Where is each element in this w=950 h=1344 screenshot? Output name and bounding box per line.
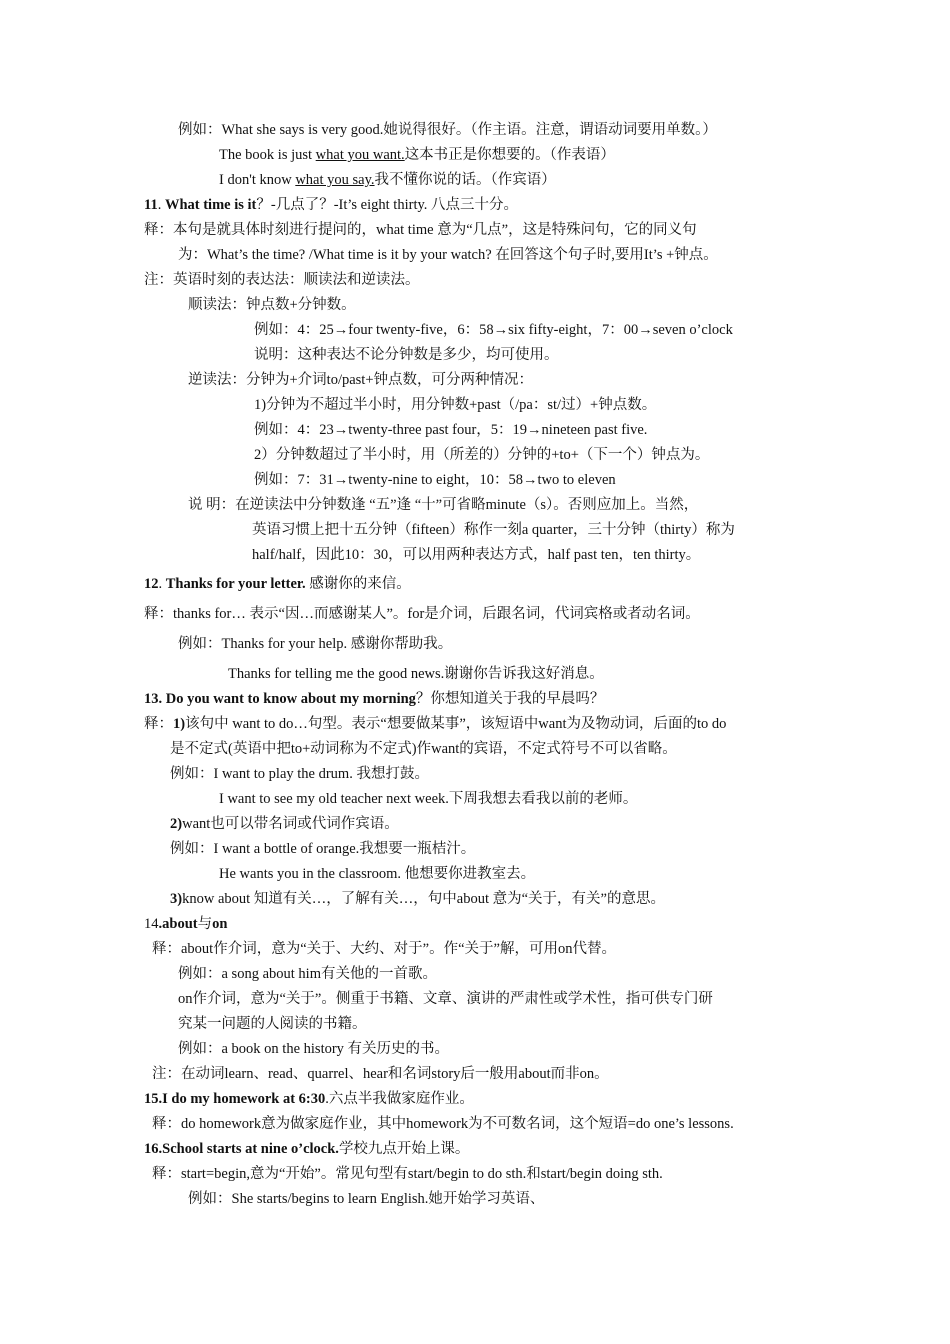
- text-run: 与: [197, 916, 213, 932]
- text-run: I want to see my old teacher next week.下周我想去看我以前的老师。: [219, 791, 638, 807]
- text-run: 注：在动词learn、read、quarrel、hear和名词story后一般用about而非on。: [152, 1066, 609, 1082]
- text-run: 1)分钟为不超过半小时，用分钟数+past（/pa：st/过）+钟点数。: [254, 397, 657, 413]
- text-line: [178, 245, 718, 265]
- text-line: [254, 320, 733, 340]
- text-run: ？你想知道关于我的早晨吗？: [415, 691, 605, 707]
- text-line: [188, 495, 698, 515]
- text-run: 例如：What she says is very good.她说得很好。（作主语。注意，谓语动词要用单数。）: [178, 122, 717, 138]
- text-line: [152, 1164, 663, 1184]
- text-run: 例如：Thanks for your help. 感谢你帮助我。: [178, 636, 453, 652]
- bold-text: 12: [144, 576, 159, 592]
- text-line: [254, 345, 559, 365]
- text-line: [178, 120, 717, 140]
- text-line: [144, 714, 726, 734]
- text-run: 14: [144, 916, 159, 932]
- text-run: 究某一问题的人阅读的书籍。: [178, 1016, 367, 1032]
- section-heading: [144, 195, 518, 215]
- text-line: [188, 295, 356, 315]
- text-run: The book is just: [219, 147, 316, 163]
- text-run: 例如：7：31→twenty-nine to eight，10：58→two to eleven: [254, 472, 616, 488]
- text-line: [152, 1064, 609, 1084]
- bold-text: .about: [158, 916, 198, 932]
- section-heading: [144, 1139, 469, 1159]
- text-run: He wants you in the classroom. 他想要你进教室去。: [219, 866, 536, 882]
- underlined-text: what you want.: [315, 147, 405, 163]
- text-run: .六点半我做家庭作业。: [325, 1091, 474, 1107]
- text-run: 感谢你的来信。: [305, 576, 411, 592]
- text-line: [178, 634, 452, 654]
- text-run: Thanks for telling me the good news.谢谢你告诉我这好消息。: [228, 666, 604, 682]
- text-line: [144, 604, 700, 624]
- bold-text: 13. Do you want to know about my morning: [144, 691, 416, 707]
- text-run: 例如：a book on the history 有关历史的书。: [178, 1041, 450, 1057]
- text-run: .: [157, 197, 165, 213]
- text-line: [170, 739, 677, 759]
- text-run: 释：thanks for… 表示“因…而感谢某人”。for是介词，后跟名词，代词宾格或者动名词。: [144, 606, 700, 622]
- text-run: 说明：这种表达不论分钟数是多少，均可使用。: [254, 347, 559, 363]
- text-run: half/half，因此10：30，可以用两种表达方式，half past ten，ten thirty。: [252, 547, 701, 563]
- text-line: [254, 395, 656, 415]
- text-run: 学校九点开始上课。: [338, 1141, 470, 1157]
- text-run: 为：What’s the time? /What time is it by your watch? 在回答这个句子时,要用It’s +钟点。: [178, 247, 718, 263]
- text-run: want也可以带名词或代词作宾语。: [182, 816, 399, 832]
- text-run: 2）分钟数超过了半小时，用（所差的）分钟的+to+（下一个）钟点为。: [254, 447, 710, 463]
- bold-text: 1): [173, 716, 186, 732]
- text-line: [178, 964, 437, 984]
- text-run: 释：about作介词，意为“关于、大约、对于”。作“关于”解，可用on代替。: [152, 941, 616, 957]
- text-line: [188, 1189, 544, 1209]
- section-heading: [144, 689, 604, 709]
- text-run: 英语习惯上把十五分钟（fifteen）称作一刻a quarter，三十分钟（thirty）称为: [252, 522, 735, 538]
- bold-text: 11: [144, 197, 158, 213]
- text-run: 释：本句是就具体时刻进行提问的，what time 意为“几点”，这是特殊问句，它的同义句: [144, 222, 697, 238]
- section-heading: [144, 914, 227, 934]
- section-heading: [144, 1089, 474, 1109]
- text-run: 释：: [144, 716, 173, 732]
- text-run: 例如：4：25→four twenty-five，6：58→six fifty-eight，7：00→seven o’clock: [254, 322, 733, 338]
- bold-text: 16.School starts at nine o’clock.: [144, 1141, 339, 1157]
- bold-text: 15.I do my homework at 6:30: [144, 1091, 326, 1107]
- text-run: I don't know: [219, 172, 296, 188]
- text-line: [219, 789, 637, 809]
- section-heading: [144, 574, 411, 594]
- text-line: [254, 420, 647, 440]
- text-line: [228, 664, 604, 684]
- bold-text: 3): [170, 891, 183, 907]
- text-line: [219, 170, 556, 190]
- text-line: [152, 1114, 734, 1134]
- text-line: [144, 220, 697, 240]
- text-line: [170, 814, 399, 834]
- text-run: 释：start=begin,意为“开始”。常见句型有start/begin to do sth.和start/begin doing sth.: [152, 1166, 663, 1182]
- text-run: 说 明：在逆读法中分钟数逢 “五”逢 “十”可省略minute（s）。否则应加上。当然，: [188, 497, 699, 513]
- text-line: [254, 445, 709, 465]
- text-line: [188, 370, 533, 390]
- underlined-text: what you say.: [295, 172, 375, 188]
- text-run: 例如：She starts/begins to learn English.她开始学习英语、: [188, 1191, 545, 1207]
- text-run: 顺读法：钟点数+分钟数。: [188, 297, 356, 313]
- text-line: [252, 520, 735, 540]
- bold-text: Thanks for your letter.: [165, 576, 306, 592]
- text-line: [178, 989, 713, 1009]
- text-run: .: [158, 576, 166, 592]
- text-run: know about 知道有关…，了解有关…，句中about 意为“关于，有关”的意思。: [182, 891, 665, 907]
- text-run: 例如：I want a bottle of orange.我想要一瓶桔汁。: [170, 841, 476, 857]
- text-run: 注：英语时刻的表达法：顺读法和逆读法。: [144, 272, 420, 288]
- text-line: [178, 1039, 449, 1059]
- text-run: 该句中 want to do…句型。表示“想要做某事”，该短语中want为及物动词，后面的to do: [185, 716, 727, 732]
- text-line: [254, 470, 616, 490]
- text-line: [252, 545, 700, 565]
- text-run: 例如：a song about him有关他的一首歌。: [178, 966, 437, 982]
- text-line: [178, 1014, 367, 1034]
- bold-text: on: [212, 916, 228, 932]
- text-run: 例如：I want to play the drum. 我想打鼓。: [170, 766, 429, 782]
- text-line: [219, 145, 615, 165]
- text-run: 我不懂你说的话。（作宾语）: [374, 172, 556, 188]
- text-run: on作介词，意为“关于”。侧重于书籍、文章、演讲的严肃性或学术性，指可供专门研: [178, 991, 713, 1007]
- text-run: 是不定式(英语中把to+动词称为不定式)作want的宾语，不定式符号不可以省略。: [170, 741, 677, 757]
- text-line: [170, 839, 475, 859]
- text-line: [170, 889, 665, 909]
- text-line: [219, 864, 535, 884]
- bold-text: What time is it: [164, 197, 257, 213]
- text-line: [170, 764, 429, 784]
- text-run: 释：do homework意为做家庭作业，其中homework为不可数名词，这个短语=do one’s lessons.: [152, 1116, 734, 1132]
- text-run: 例如：4：23→twenty-three past four，5：19→nineteen past five.: [254, 422, 648, 438]
- text-run: ？-几点了？-It’s eight thirty. 八点三十分。: [256, 197, 519, 213]
- text-run: 这本书正是你想要的。（作表语）: [404, 147, 615, 163]
- text-line: [144, 270, 420, 290]
- bold-text: 2): [170, 816, 183, 832]
- text-line: [152, 939, 616, 959]
- text-run: 逆读法：分钟为+介词to/past+钟点数，可分两种情况：: [188, 372, 534, 388]
